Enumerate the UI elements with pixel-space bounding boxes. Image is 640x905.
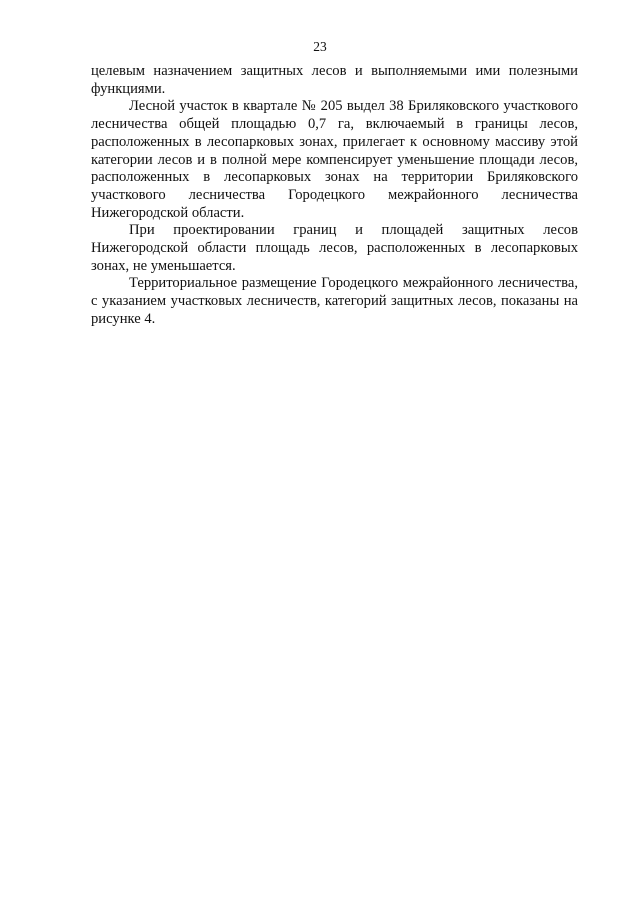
paragraph-continuation: целевым назначением защитных лесов и выполняемыми ими полезными функциями. [91, 63, 578, 97]
document-body [91, 63, 578, 329]
paragraph-forest-plot: Лесной участок в квартале № 205 выдел 38 Бриляковского участкового лесничества общей площадью 0,7 га, включаемый в границы лесов, расположенных в лесопарковых зонах, прилегает к основному массиву этой категории лесов и в полной мере компенсирует уменьшение площади лесов, расположенных в лесопарковых зонах на территории Бриляковского участкового лесничества Городецкого межрайонного лесничества Нижегородской области. [91, 98, 578, 221]
paragraph-territorial-placement: Территориальное размещение Городецкого межрайонного лесничества, с указанием участковых лесничеств, категорий защитных лесов, показаны на рисунке 4. [91, 275, 578, 327]
paragraph-boundaries: При проектировании границ и площадей защитных лесов Нижегородской области площадь лесов, расположенных в лесопарковых зонах, не уменьшается. [91, 222, 578, 274]
page-number: 23 [313, 39, 327, 54]
